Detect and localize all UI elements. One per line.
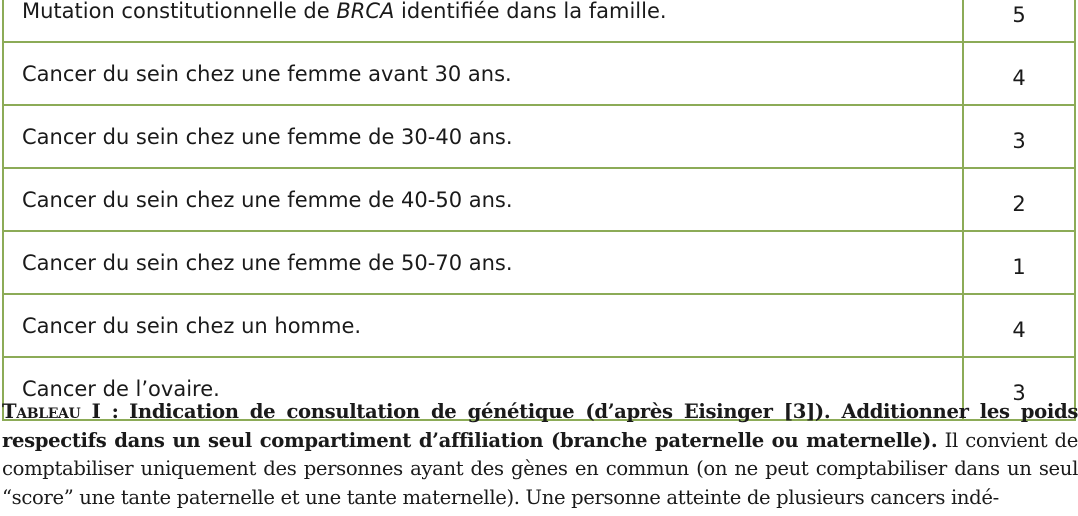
table-row (3, 294, 1075, 357)
criterion-text: Cancer du sein chez un homme. (22, 313, 362, 338)
criterion-text: Cancer de l’ovaire. (22, 376, 220, 401)
weight-cell: 4 (963, 294, 1075, 357)
table-row (3, 168, 1075, 231)
table-row (3, 231, 1075, 294)
weight-cell: 2 (963, 168, 1075, 231)
criterion-cell (3, 0, 963, 42)
criterion-text: Cancer du sein chez une femme de 40-50 ans. (22, 187, 513, 212)
criterion-cell (3, 105, 963, 168)
criterion-cell (3, 42, 963, 105)
criterion-text: Cancer du sein chez une femme de 30-40 ans. (22, 124, 513, 149)
scoring-table-body (3, 0, 1075, 420)
scoring-table (2, 0, 1076, 421)
criterion-text: Mutation constitutionnelle de (22, 0, 337, 23)
weight-cell: 1 (963, 231, 1075, 294)
criterion-cell (3, 294, 963, 357)
caption-body: Il convient de comptabiliser uniquement des personnes ayant des gènes en commun (on ne peut comptabiliser dans un seul “score” une tante paternelle et une tante maternelle). Une personne atteinte de plusieurs cancers indé- (2, 428, 1078, 509)
criterion-text: Cancer du sein chez une femme de 50-70 ans. (22, 250, 513, 275)
table-row (3, 105, 1075, 168)
weight-cell: 3 (963, 357, 1075, 420)
gene-name: BRCA (336, 0, 395, 23)
weight-cell: 5 (963, 0, 1075, 42)
criterion-text: Cancer du sein chez une femme avant 30 ans. (22, 61, 512, 86)
caption-label: Tableau I : (2, 400, 119, 423)
weight-cell: 3 (963, 105, 1075, 168)
table-caption (2, 398, 1078, 512)
table-row (3, 42, 1075, 105)
caption-summary: Indication de consultation de génétique (d’après Eisinger [3]). Additionner les poids respectifs dans un seul compartiment d’affiliation (branche paternelle ou maternelle). (2, 400, 1078, 452)
weight-cell: 4 (963, 42, 1075, 105)
criterion-text: identifiée dans la famille. (394, 0, 667, 23)
criterion-cell (3, 231, 963, 294)
table-row (3, 0, 1075, 42)
criterion-cell (3, 168, 963, 231)
